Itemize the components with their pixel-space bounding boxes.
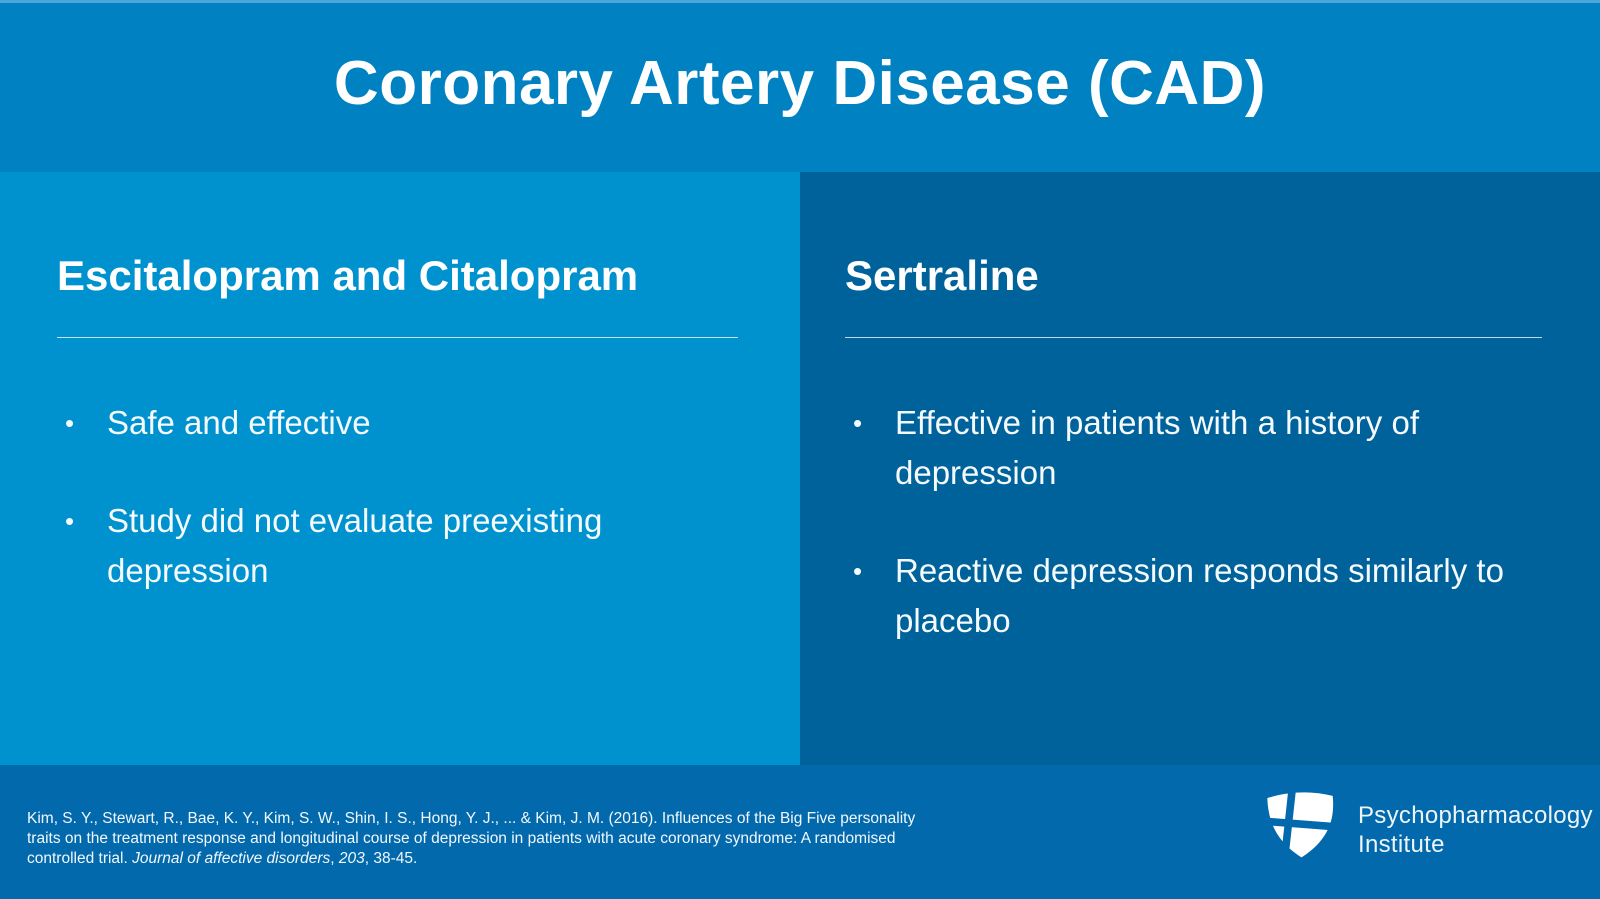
bullet-text: Effective in patients with a history of depression (895, 404, 1419, 492)
citation-volume: 203 (338, 850, 365, 867)
list-item (57, 398, 738, 448)
list-item (845, 546, 1542, 646)
bullet-text: Safe and effective (107, 404, 371, 442)
left-panel-heading: Escitalopram and Citalopram (57, 252, 639, 299)
right-bullet-list (845, 398, 1542, 646)
slide-footer (0, 765, 1600, 899)
slide-header (0, 3, 1600, 172)
panel-sertraline (800, 172, 1600, 765)
bullet-icon: • (65, 506, 75, 537)
citation (27, 809, 939, 869)
right-panel-divider (845, 337, 1542, 338)
bullet-icon: • (853, 556, 863, 587)
list-item (845, 398, 1542, 498)
citation-separator: , (330, 850, 339, 867)
content-panels (0, 172, 1600, 765)
bullet-text: Reactive depression responds similarly to placebo (895, 552, 1504, 640)
psychopharmacology-institute-logo (1262, 789, 1593, 862)
bullet-text: Study did not evaluate preexisting depression (107, 502, 603, 590)
logo-text-line2: Institute (1358, 831, 1445, 858)
logo-text-line1: Psychopharmacology (1358, 802, 1593, 829)
logo-text (1358, 789, 1593, 859)
right-panel-heading: Sertraline (845, 252, 1039, 299)
bullet-icon: • (853, 408, 863, 439)
list-item (57, 496, 738, 596)
bullet-icon: • (65, 408, 75, 439)
left-bullet-list (57, 398, 738, 596)
shield-cross-icon (1262, 789, 1338, 862)
citation-text: Kim, S. Y., Stewart, R., Bae, K. Y., Kim, S. W., Shin, I. S., Hong, Y. J., ... & Kim, J. M. (2016). Influences of the Big Five personality traits on the treatment response and longitudinal course of depression in patients with acute coronary syndrome: A randomised controlled trial. (27, 810, 916, 867)
citation-journal: Journal of affective disorders (132, 850, 331, 867)
slide-title: Coronary Artery Disease (CAD) (333, 49, 1267, 118)
citation-pages: , 38-45. (364, 850, 418, 867)
panel-escitalopram-citalopram (0, 172, 800, 765)
left-panel-divider (57, 337, 738, 338)
